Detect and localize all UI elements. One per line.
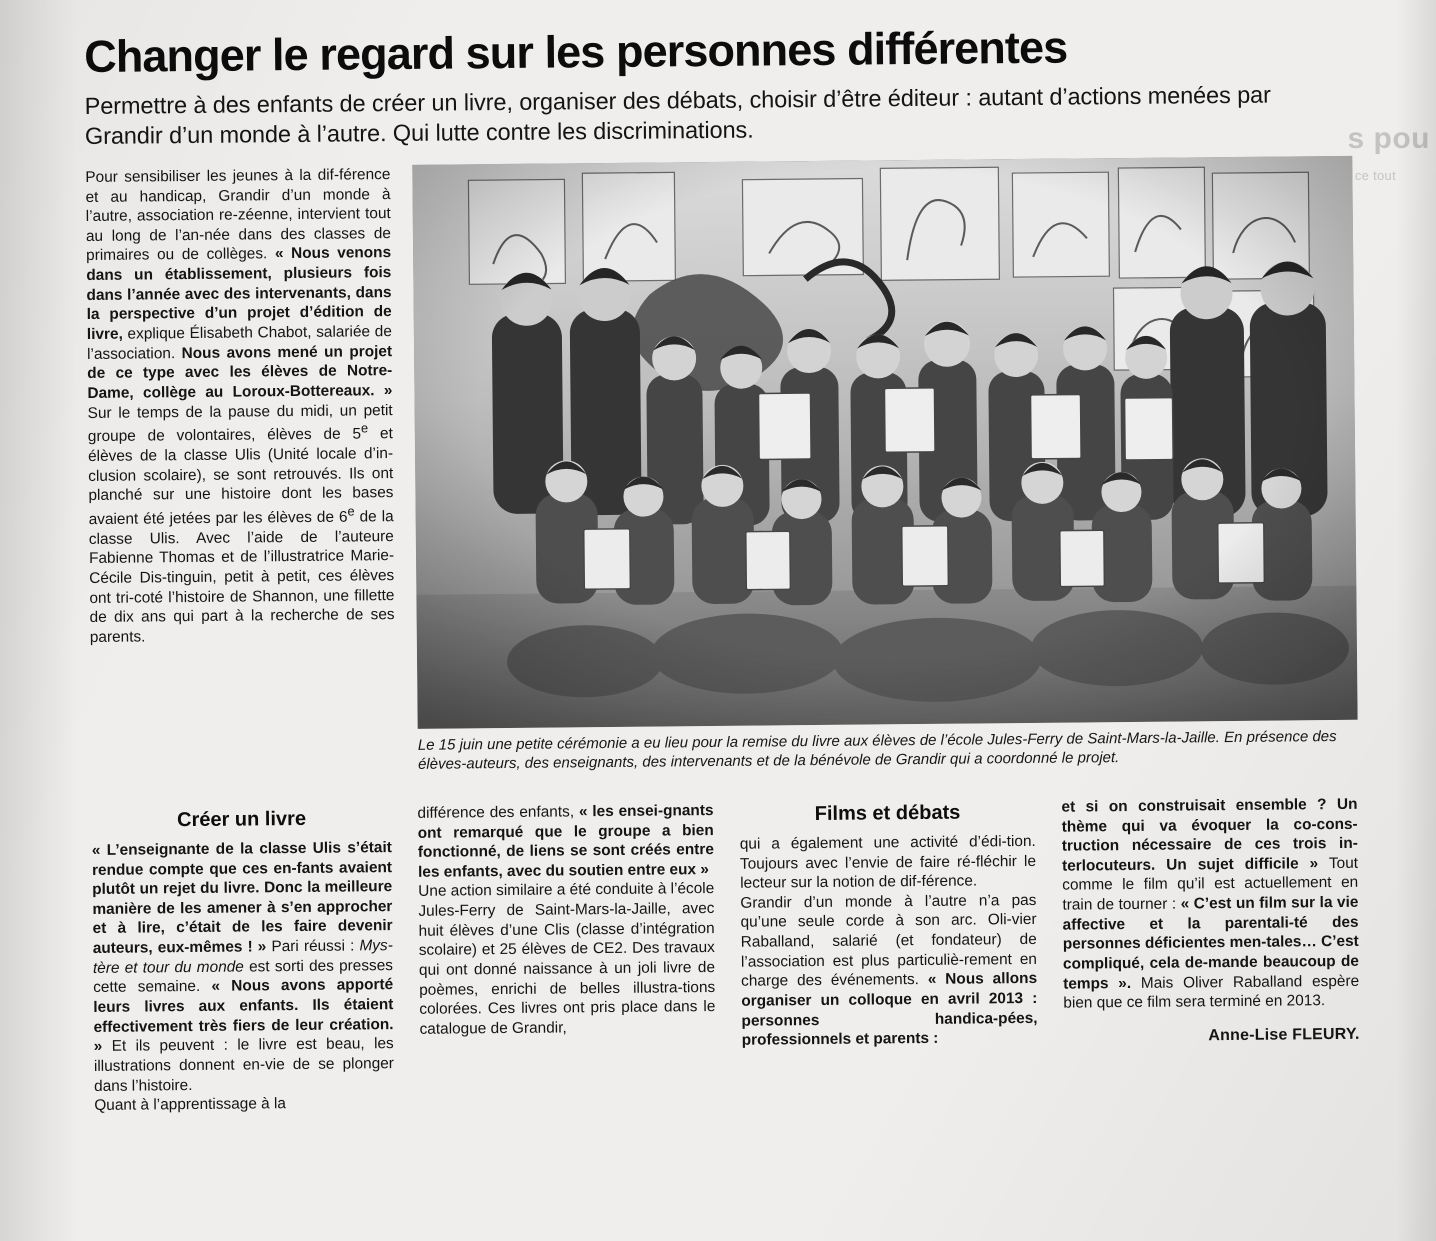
column-2-run: Une action similaire a été conduite à l’école Jules-Ferry de Saint-Mars-la-Jaille, avec huit élèves d’une Clis (classe d’intégration scolaire) et 25 élèves de CE2. Des travaux qui ont donné naissance à un joli livre de poèmes, enrichi de belles illustra-tions colorées. Ces livres ont pris place dans le catalogue de Grandir,: [418, 880, 716, 1038]
column-1-paragraph: [92, 838, 394, 1096]
photo-caption: Le 15 juin une petite cérémonie a eu lieu pour la remise du livre aux élèves de l’école Jules-Ferry de Saint-Mars-la-Jaille. En présence des élèves-auteurs, des enseignants, des intervenants et de la bénévole de Grandir qui a coordonné le projet.: [417, 727, 1337, 774]
column-4-paragraph: [1061, 795, 1359, 1014]
article-column-2: [417, 801, 716, 1113]
column-3-paragraph: [740, 891, 1037, 1051]
column-1-run: Pari réussi :: [266, 937, 360, 956]
column-2-run: différence des enfants,: [417, 803, 579, 822]
column-1-run: Et ils peuvent : le livre est beau, les illustrations donnent en-vie de se plonger dans l’histoire.: [93, 1035, 394, 1095]
lead-run: Sur le temps de la pause du midi, un petit groupe de volontaires, élèves de 5: [87, 401, 393, 446]
lead-run: « Nous venons dans un établissement, plusieurs fois dans l’année avec des intervenants, dans la perspective d’un projet d’édition de livre,: [86, 244, 392, 344]
lead-paragraph: [85, 165, 395, 648]
ghost-showthrough-subline: ce tout: [1354, 168, 1396, 183]
column-3-run: qui a également une activité d’édi-tion. Toujours avec l’envie de faire ré-fléchir le lecteur sur la notion de dif-férence.: [739, 832, 1037, 892]
column-4-run: Mais Oliver Raballand espère bien que ce film sera terminé en 2013.: [1063, 972, 1360, 1012]
lead-run: et élèves de la classe Ulis (Unité locale d’in-clusion scolaire), se sont retrouvés. Ils ont planché sur une histoire dont les bases avaient été jetées par les élèves de 6: [87, 425, 394, 529]
article-column-3: [739, 798, 1038, 1110]
column-3-run: Grandir d’un monde à l’autre n’a pas qu’une seule corde à son arc. Oli-vier Raballand, salarié (et fondateur) de l’association est plus particuliè-rement en charge des événements.: [740, 891, 1038, 991]
column-1-run: Mys-tère et tour du monde: [92, 937, 393, 977]
column-3-paragraph: [740, 832, 1037, 894]
section-subhead: Créer un livre: [176, 807, 307, 832]
column-1-run: est sorti des presses cette semaine.: [93, 956, 394, 997]
photo-block: [412, 156, 1381, 790]
page-title: Changer le regard sur les personnes différentes: [83, 21, 1068, 82]
column-2-paragraph: [418, 879, 715, 1039]
lead-run: Pour sensibiliser les jeunes à la dif-férence et au handicap, Grandir d’un monde à l’autre, association re-zéenne, intervient tout au long de l’an-née dans des classes de primaires ou de collèges.: [85, 165, 392, 265]
article: [84, 22, 1384, 1116]
column-3-run: « Nous allons organiser un colloque en avril 2013 : personnes handica-pées, professionnels et parents :: [741, 970, 1038, 1050]
column-2-run: « les ensei-gnants ont remarqué que le groupe a bien fonctionné, de liens se sont créés entre les enfants, avec du soutien entre eux »: [417, 801, 714, 881]
article-photo: [412, 156, 1357, 729]
column-4-run: Tout comme le film qu’il est actuellement en train de tourner :: [1062, 854, 1359, 914]
section-subhead: Films et débats: [814, 801, 961, 825]
column-2-paragraph: [417, 801, 714, 882]
column-4-run: « C’est un film sur la vie affective et la parentali-té des personnes déficientes men-tales… C’est compliqué, cela de-mande beaucoup de temps ».: [1062, 893, 1360, 993]
column-1-run: « Nous avons apporté leurs livres aux enfants. Ils étaient effectivement très fiers de leur création. »: [93, 976, 394, 1056]
article-upper-section: [85, 156, 1381, 793]
byline: Anne-Lise FLEURY.: [1208, 1025, 1360, 1045]
lead-run: de la classe Ulis. Avec l’aide de l’auteure Fabienne Thomas et de l’illustratrice Marie-Cécile Dis-tinguin, petit à petit, ces élèves ont tri-coté l’histoire de Shannon, une fillette de dix ans qui part à la recherche de ses parents.: [88, 508, 395, 646]
article-columns: [91, 793, 1384, 1115]
lead-run: e: [347, 503, 355, 519]
column-1-run: « L’enseignante de la classe Ulis s’était rendue compte que ces en-fants avaient plutôt un rejet du livre. Donc la meilleure manière de les amener à s’en approcher et à lire, c’était de les faire devenir auteurs, eux-mêmes ! »: [91, 838, 393, 958]
lead-run: explique Élisabeth Chabot, salariée de l’association.: [86, 323, 392, 363]
lead-column: [85, 165, 395, 648]
lead-run: e: [360, 420, 369, 436]
column-1-run: Quant à l’apprentissage à la: [94, 1095, 287, 1115]
standfirst: Permettre à des enfants de créer un livre, organiser des débats, choisir d’être éditeur : autant d’actions menées par Grandir d’un monde à l’autre. Qui lutte contre les discriminations.: [84, 81, 1271, 150]
column-1-paragraph: [94, 1093, 394, 1116]
article-column-1: [91, 804, 394, 1116]
article-column-4: [1061, 795, 1360, 1107]
ghost-showthrough-heading: s pou: [1347, 122, 1430, 155]
column-4-run: et si on construisait ensemble ? Un thème qui va évoquer la co-cons-truction nécessaire de ces trois in-terlocuteurs. Un sujet difficile »: [1061, 795, 1358, 875]
lead-run: Nous avons mené un projet de ce type avec les élèves de Notre-Dame, collège au Loroux-Bottereaux. »: [87, 342, 393, 402]
